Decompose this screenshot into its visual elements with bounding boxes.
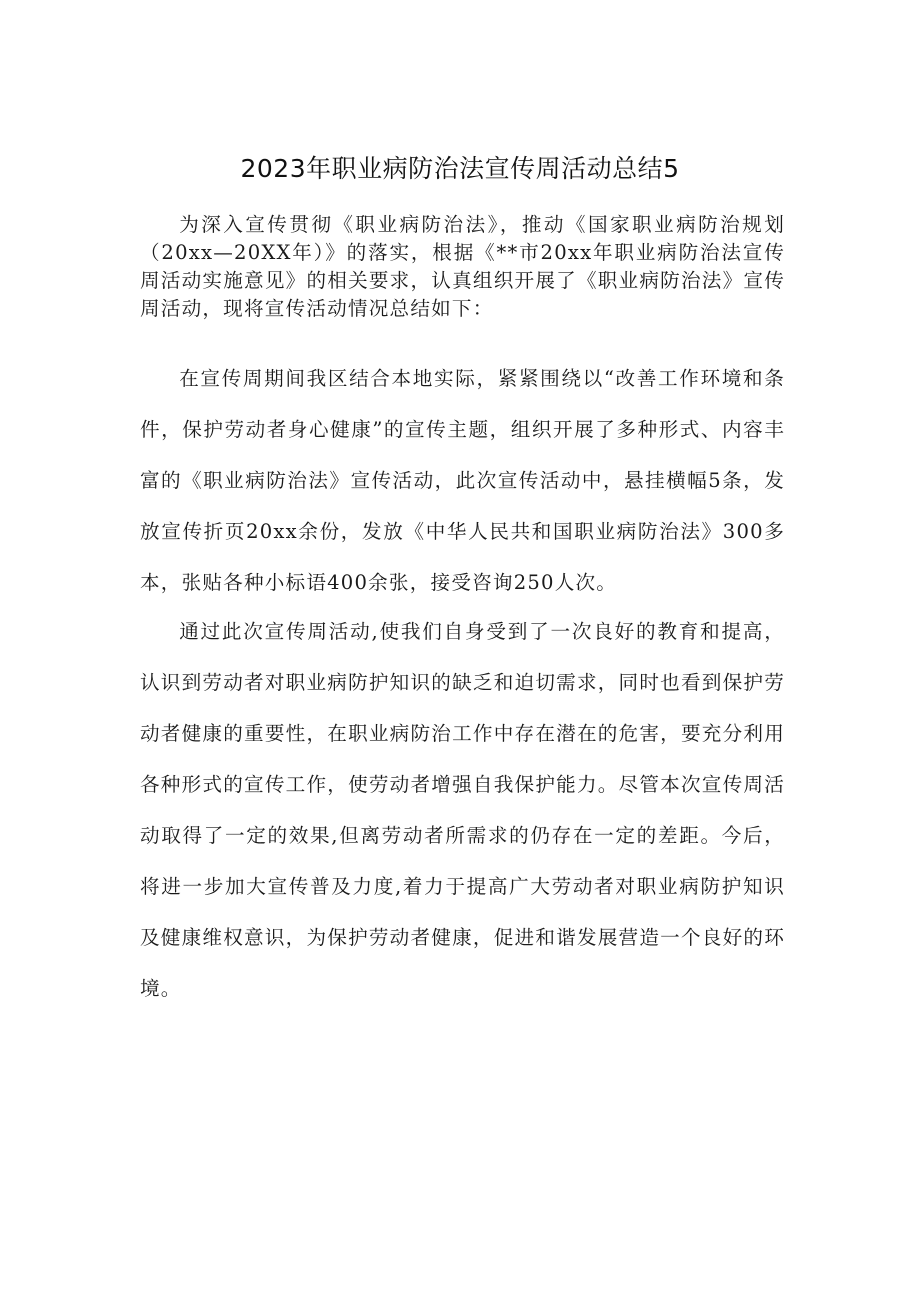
paragraph-intro: 为深入宣传贯彻《职业病防治法》，推动《国家职业病防治规划（20xx—20XX年）》的落实，根据《**市20xx年职业病防治法宣传周活动实施意见》的相关要求，认真组织开展了《职业病防治法》宣传周活动，现将宣传活动情况总结如下： bbox=[140, 213, 785, 320]
paragraph-conclusion: 通过此次宣传周活动,使我们自身受到了一次良好的教育和提高，认识到劳动者对职业病防护知识的缺乏和迫切需求，同时也看到保护劳动者健康的重要性，在职业病防治工作中存在潜在的危害，要充分利用各种形式的宣传工作，使劳动者增强自我保护能力。尽管本次宣传周活动取得了一定的效果,但离劳动者所需求的仍存在一定的差距。今后，将进一步加大宣传普及力度,着力于提高广大劳动者对职业病防护知识及健康维权意识，为保护劳动者健康，促进和谐发展营造一个良好的环境。 bbox=[140, 620, 785, 1000]
paragraph-activities: 在宣传周期间我区结合本地实际，紧紧围绕以“改善工作环境和条件，保护劳动者身心健康”的宣传主题，组织开展了多种形式、内容丰富的《职业病防治法》宣传活动，此次宣传活动中，悬挂横幅5条，发放宣传折页20xx余份，发放《中华人民共和国职业病防治法》300多本，张贴各种小标语400余张，接受咨询250人次。 bbox=[140, 367, 785, 594]
document-title: 2023年职业病防治法宣传周活动总结5 bbox=[240, 154, 680, 183]
